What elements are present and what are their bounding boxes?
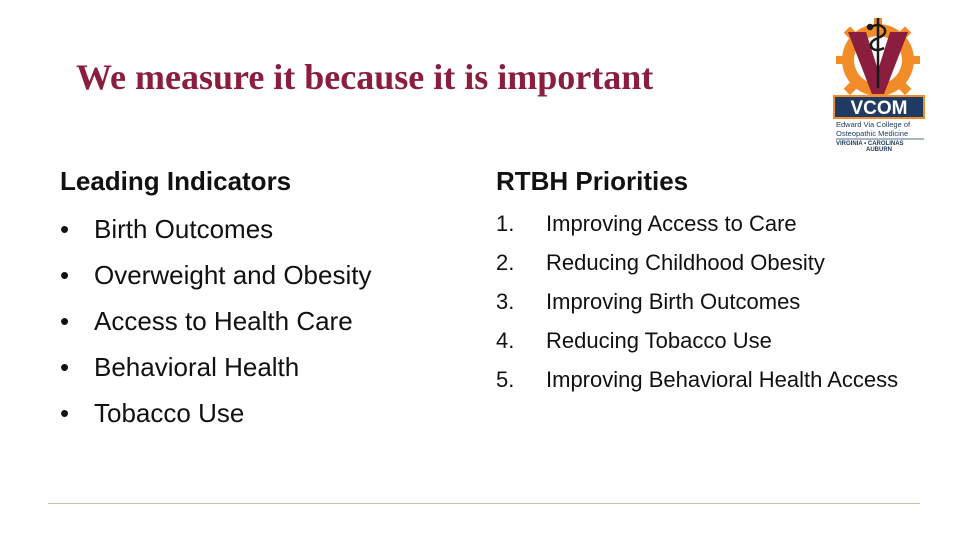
logo-line4: AUBURN [866, 147, 892, 152]
leading-indicators-heading: Leading Indicators [60, 166, 292, 196]
list-item: 4. Reducing Tobacco Use [496, 328, 772, 353]
bullet-icon: • [60, 260, 70, 290]
bullet-icon: • [60, 306, 70, 336]
rtbh-priorities-heading: RTBH Priorities [496, 166, 689, 196]
list-item: • Behavioral Health [60, 348, 371, 394]
footer-divider [48, 503, 920, 504]
logo-line1: Edward Via College of [836, 120, 911, 129]
slide-title: We measure it because it is important [76, 57, 654, 97]
list-item: • Tobacco Use [60, 394, 371, 440]
logo-line2: Osteopathic Medicine [836, 129, 909, 138]
logo-line3: VIRGINIA • CAROLINAS [836, 141, 904, 147]
list-item: 1. Improving Access to Care [496, 211, 797, 236]
list-item: 5. Improving Behavioral Health Access [496, 367, 899, 392]
rtbh-priorities-list [496, 208, 916, 403]
leading-indicators-list [60, 210, 371, 440]
list-item: • Access to Health Care [60, 302, 371, 348]
bullet-icon: • [60, 214, 70, 244]
list-item: • Overweight and Obesity [60, 256, 371, 302]
list-item: • Birth Outcomes [60, 210, 371, 256]
bullet-icon: • [60, 398, 70, 428]
list-item: 3. Improving Birth Outcomes [496, 289, 801, 314]
bullet-icon: • [60, 352, 70, 382]
list-item: 2. Reducing Childhood Obesity [496, 250, 825, 275]
vcom-wordmark: VCOM [850, 98, 908, 119]
vcom-logo [826, 14, 926, 152]
